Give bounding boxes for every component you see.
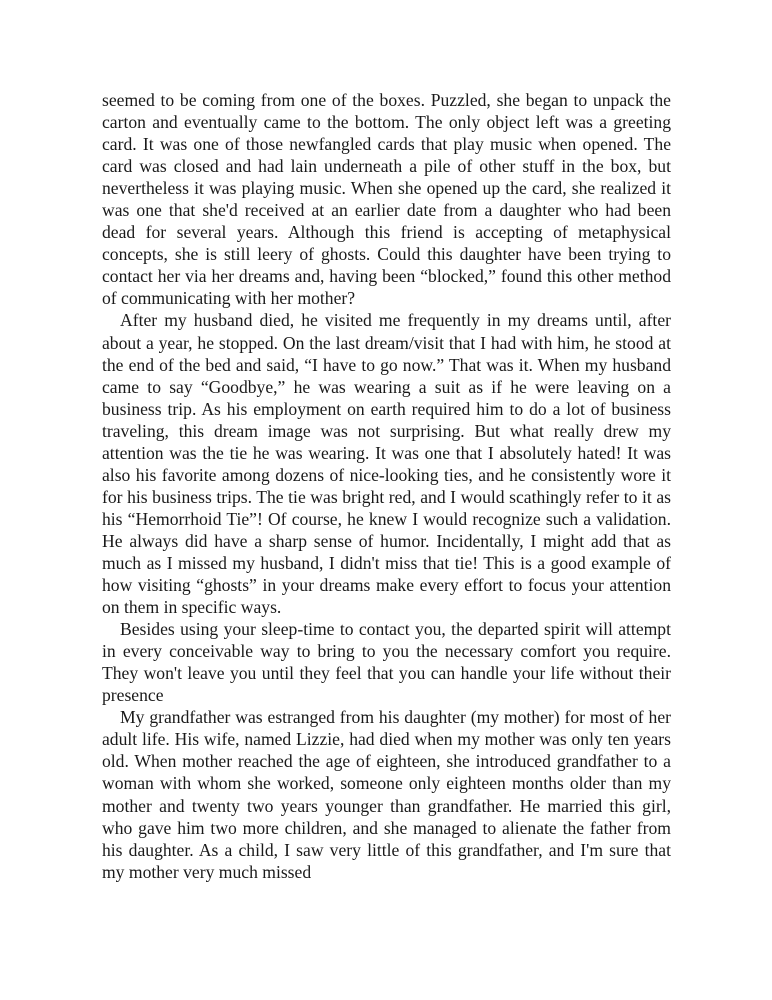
book-page	[102, 89, 671, 883]
paragraph-husband-dream: After my husband died, he visited me frequently in my dreams until, after about a year, he stopped. On the last dream/visit that I had with him, he stood at the end of the bed and said, “I have to go now.” That was it. When my husband came to say “Goodbye,” he was wearing a suit as if he were leaving on a business trip. As his employment on earth required him to do a lot of business traveling, this dream image was not surprising. But what really drew my attention was the tie he was wearing. It was one that I absolutely hated! It was also his favorite among dozens of nice-looking ties, and he consistently wore it for his business trips. The tie was bright red, and I would scathingly refer to it as his “Hemorrhoid Tie”! Of course, he knew I would recognize such a validation. He always did have a sharp sense of humor. Incidentally, I might add that as much as I missed my husband, I didn't miss that tie! This is a good example of how visiting “ghosts” in your dreams make every effort to focus your attention on them in specific ways.	[102, 310, 671, 618]
paragraph-departed-spirit: Besides using your sleep-time to contact you, the departed spirit will attempt in every conceivable way to bring to you the necessary comfort you require. They won't leave you until they feel that you can handle your life without their presence	[102, 619, 671, 706]
paragraph-grandfather: My grandfather was estranged from his daughter (my mother) for most of her adult life. His wife, named Lizzie, had died when my mother was only ten years old. When mother reached the age of eighteen, she introduced grandfather to a woman with whom she worked, someone only eighteen months older than my mother and twenty two years younger than grandfather. He married this girl, who gave him two more children, and she managed to alienate the father from his daughter. As a child, I saw very little of this grandfather, and I'm sure that my mother very much missed	[102, 707, 671, 882]
paragraph-continued: seemed to be coming from one of the boxes. Puzzled, she began to unpack the carton and eventually came to the bottom. The only object left was a greeting card. It was one of those newfangled cards that play music when opened. The card was closed and had lain underneath a pile of other stuff in the box, but nevertheless it was playing music. When she opened up the card, she realized it was one that she'd received at an earlier date from a daughter who had been dead for several years. Although this friend is accepting of metaphysical concepts, she is still leery of ghosts. Could this daughter have been trying to contact her via her dreams and, having been “blocked,” found this other method of communicating with her mother?	[102, 90, 671, 309]
